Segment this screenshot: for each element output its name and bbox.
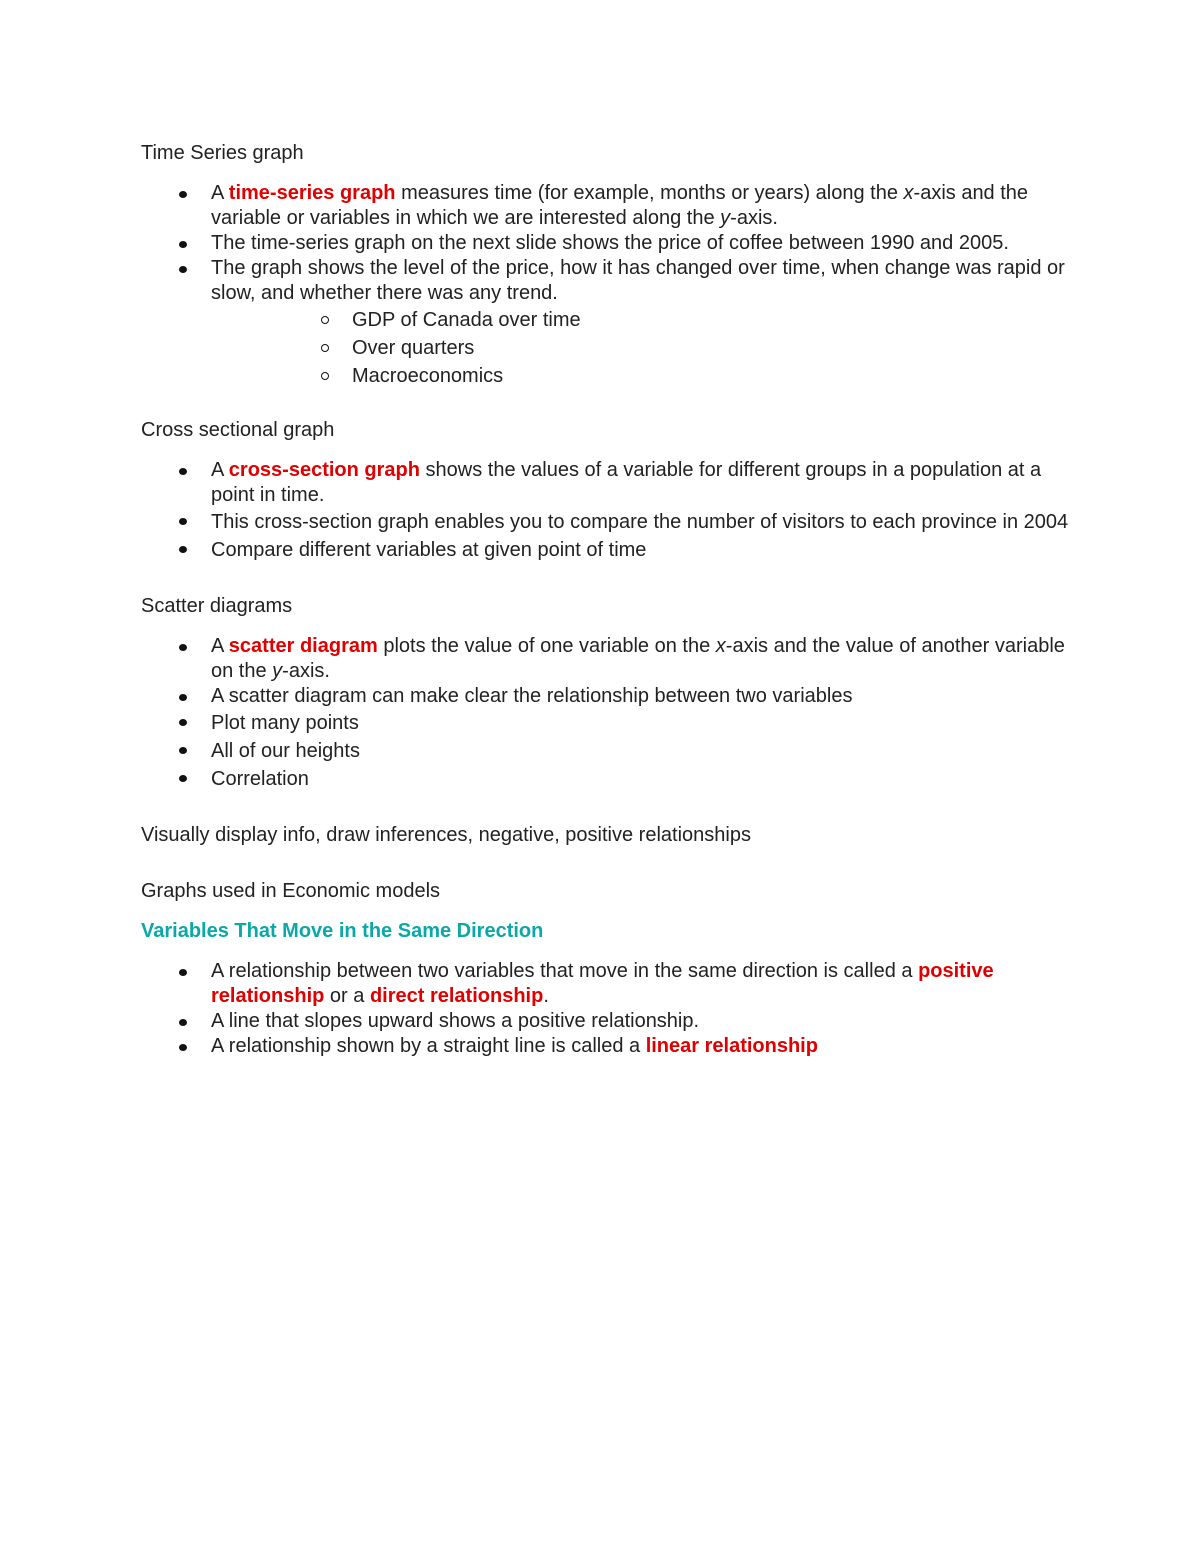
highlight-term: direct relationship — [369, 985, 544, 1007]
highlight-term: linear relationship — [645, 1035, 818, 1057]
economic-models-bullets — [141, 959, 1081, 1059]
bullet-icon — [179, 747, 187, 754]
highlight-term: positive relationship — [211, 960, 994, 1007]
circle-bullet-icon — [321, 372, 329, 380]
highlight-term: cross-section graph — [228, 459, 420, 481]
list-item: This cross-section graph enables you to compare the number of visitors to each province in 2004 — [141, 508, 1081, 536]
list-item: A scatter diagram can make clear the relationship between two variables — [141, 684, 1081, 709]
bullet-icon — [179, 719, 187, 726]
document-content — [141, 141, 1081, 1059]
heading-scatter-diagrams: Scatter diagrams — [141, 595, 293, 617]
bullet-icon — [179, 1044, 187, 1051]
list-item: A scatter diagram plots the value of one variable on the x-axis and the value of another variable on the y-axis. — [141, 634, 1081, 684]
bullet-icon — [179, 266, 187, 273]
time-series-bullets — [141, 181, 1081, 390]
list-item: A time-series graph measures time (for example, months or years) along the x-axis and the variable or variables in which we are interested along the y-axis. — [141, 181, 1081, 231]
list-item: Correlation — [141, 765, 1081, 793]
bullet-icon — [179, 694, 187, 701]
time-series-subbullets — [211, 306, 1081, 390]
list-item: A relationship between two variables that move in the same direction is called a positive relationship or a direct relationship. — [141, 959, 1081, 1009]
list-item: The graph shows the level of the price, how it has changed over time, when change was rapid or slow, and whether there was any trend. GDP of Canada over time Over quarters Macroeconomics — [141, 256, 1081, 390]
subheading-same-direction: Variables That Move in the Same Direction — [141, 920, 544, 942]
scatter-bullets — [141, 634, 1081, 793]
list-item: The time-series graph on the next slide shows the price of coffee between 1990 and 2005. — [141, 231, 1081, 256]
heading-time-series: Time Series graph — [141, 142, 304, 164]
circle-bullet-icon — [321, 344, 329, 352]
bullet-icon — [179, 546, 187, 553]
circle-bullet-icon — [321, 316, 329, 324]
list-item: A relationship shown by a straight line is called a linear relationship — [141, 1034, 1081, 1059]
sub-list-item: GDP of Canada over time — [211, 306, 1081, 334]
bullet-icon — [179, 1019, 187, 1026]
list-item: Compare different variables at given point of time — [141, 536, 1081, 564]
visual-note: Visually display info, draw inferences, negative, positive relationships — [141, 824, 751, 846]
sub-list-item: Macroeconomics — [211, 362, 1081, 390]
list-item: A cross-section graph shows the values of a variable for different groups in a population at a point in time. — [141, 458, 1081, 508]
list-item: Plot many points — [141, 709, 1081, 737]
highlight-term: time-series graph — [228, 182, 396, 204]
list-item: A line that slopes upward shows a positive relationship. — [141, 1009, 1081, 1034]
bullet-icon — [179, 775, 187, 782]
heading-graphs-economic-models: Graphs used in Economic models — [141, 880, 441, 902]
bullet-icon — [179, 191, 187, 198]
heading-cross-sectional: Cross sectional graph — [141, 419, 335, 441]
bullet-icon — [179, 644, 187, 651]
bullet-icon — [179, 468, 187, 475]
list-item: All of our heights — [141, 737, 1081, 765]
sub-list-item: Over quarters — [211, 334, 1081, 362]
bullet-icon — [179, 241, 187, 248]
bullet-icon — [179, 518, 187, 525]
highlight-term: scatter diagram — [228, 635, 378, 657]
cross-section-bullets — [141, 458, 1081, 564]
bullet-icon — [179, 969, 187, 976]
